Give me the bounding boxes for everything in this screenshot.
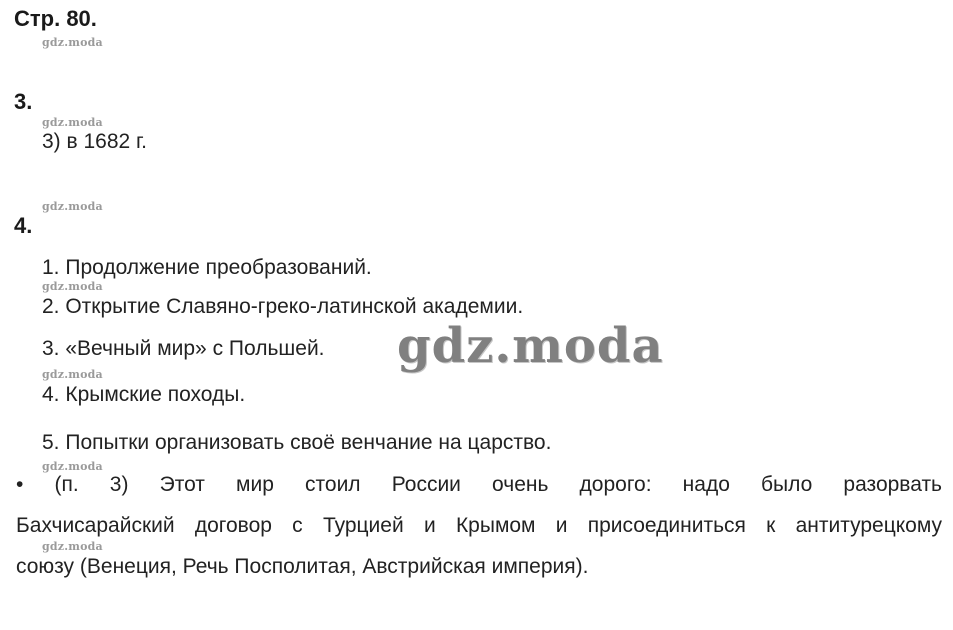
watermark-small: gdz.moda	[42, 36, 103, 49]
task-4-number: 4.	[14, 213, 33, 238]
watermark-small: gdz.moda	[42, 116, 103, 129]
watermark-small: gdz.moda	[42, 200, 103, 213]
task-4-note-line: • (п. 3) Этот мир стоил России очень дорого: надо было разорвать	[16, 473, 942, 496]
page-title: Стр. 80.	[14, 6, 97, 31]
task-4-item: 5. Попытки организовать своё венчание на царство.	[42, 431, 552, 454]
task-4-item: 2. Открытие Славяно-греко-латинской академии.	[42, 295, 524, 318]
watermark-small: gdz.moda	[42, 368, 103, 381]
task-3-answer: 3) в 1682 г.	[42, 130, 147, 153]
watermark-small: gdz.moda	[42, 540, 103, 553]
task-4-note-line: Бахчисарайский договор с Турцией и Крымом и присоединиться к антитурецкому	[16, 514, 942, 537]
task-4-item: 4. Крымские походы.	[42, 383, 246, 406]
task-3-number: 3.	[14, 89, 33, 114]
task-4-note-line: союзу (Венеция, Речь Посполитая, Австрийская империя).	[16, 555, 589, 578]
watermark-small: gdz.moda	[42, 460, 103, 473]
watermark-small: gdz.moda	[42, 280, 103, 293]
task-4-item: 1. Продолжение преобразований.	[42, 256, 372, 279]
task-4-item: 3. «Вечный мир» с Польшей.	[42, 337, 325, 360]
watermark-large: gdz.moda	[397, 318, 664, 374]
